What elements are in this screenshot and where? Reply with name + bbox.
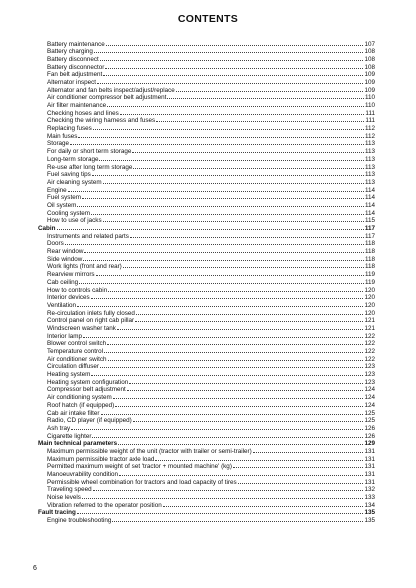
dot-leader [71,423,363,430]
toc-entry [38,385,375,393]
toc-entry-label: Battery disconnector [47,63,105,71]
dot-leader [57,224,364,231]
toc-entry-page: 122 [364,340,375,348]
toc-entry-label: Compressor belt adjustment [47,386,126,394]
dot-leader [78,131,364,138]
toc-entry-label: Blower control switch [47,340,107,348]
toc-entry-page: 117 [364,232,375,240]
toc-entry-label: Battery maintenance [47,40,105,48]
toc-entry-label: For daily or short term storage [47,148,132,156]
toc-entry-label: Fan belt adjustment [47,71,103,79]
toc-entry [38,485,375,493]
toc-entry-page: 108 [364,48,375,56]
toc-entry-page: 131 [364,463,375,471]
toc-entry-page: 124 [364,394,375,402]
dot-leader [103,216,364,223]
toc-entry-page: 124 [364,386,375,394]
toc-entry-label: How to controls cabin [47,286,108,294]
dot-leader [84,247,364,254]
toc-entry-label: Fuel system [47,194,81,202]
toc-entry [38,300,375,308]
toc-entry-page: 126 [364,432,375,440]
toc-entry [38,62,375,70]
toc-entry-page: 113 [364,163,375,171]
dot-leader [77,508,364,515]
dot-leader [91,293,364,300]
toc-entry-label: Storage [47,140,70,148]
dot-leader [155,454,363,461]
toc-entry-page: 134 [364,501,375,509]
dot-leader [100,362,363,369]
toc-entry [38,208,375,216]
toc-entry-label: Main fuses [47,132,78,140]
dot-leader [103,70,363,77]
toc-entry-label: Alternator inspect [47,78,97,86]
toc-entry [38,47,375,55]
dot-leader [133,162,364,169]
toc-entry-label: Noise levels [47,494,81,502]
toc-entry-page: 118 [364,255,375,263]
toc-entry-label: How to use of jacks [47,217,102,225]
toc-entry-label: Manoeuvrability condition [47,471,119,478]
toc-entry [38,347,375,355]
toc-entry-page: 120 [364,294,375,302]
toc-entry-page: 112 [364,125,375,133]
dot-leader [99,154,364,161]
toc-entry [38,400,375,408]
toc-entry-label: Control panel on right cab pillar [47,317,135,325]
toc-entry-label: Air conditioner switch [47,355,107,363]
toc-entry-label: Permissible wheel combination for tractors and load capacity of tires [47,478,237,486]
dot-leader [167,93,364,100]
toc-entry [38,277,375,285]
toc-entry-label: Permitted maximum weight of set 'tractor + mounted machine' (kg) [47,463,232,471]
toc-entry-page: 123 [364,371,375,379]
toc-entry-page: 115 [364,217,375,225]
dot-leader [82,193,364,200]
toc-entry [38,500,375,508]
toc-entry-page: 113 [364,178,375,186]
dot-leader [91,208,364,215]
toc-entry [38,377,375,385]
toc-entry-page: 114 [364,186,375,194]
toc-entry [38,423,375,431]
toc-entry [38,477,375,485]
toc-section-entry [38,224,375,232]
dot-leader [133,416,364,423]
dot-leader [83,331,363,338]
toc-entry-page: 113 [364,148,375,156]
toc-entry-page: 113 [364,171,375,179]
toc-entry-page: 135 [364,509,375,517]
toc-entry-label: Side window [47,255,83,263]
toc-entry-label: Heating system configuration [47,378,129,386]
toc-entry-label: Cooling system [47,209,91,217]
dot-leader [117,323,364,330]
toc-entry-page: 111 [365,109,375,117]
toc-entry [38,408,375,416]
toc-entry-label: Cigarette lighter [47,432,92,440]
toc-entry-label: Cab air intake filter [47,409,100,417]
toc-entry [38,185,375,193]
toc-entry-label: Vibration referred to the operator position [47,501,162,509]
dot-leader [136,308,364,315]
toc-entry [38,200,375,208]
toc-entry-label: Re-use after long term storage [47,163,133,171]
dot-leader [106,39,364,46]
toc-entry [38,262,375,270]
dot-leader [132,147,364,154]
toc-entry-page: 135 [364,517,375,525]
toc-entry-label: Circulation diffuser [47,363,100,371]
toc-entry-page: 119 [364,278,375,286]
toc-entry [38,393,375,401]
toc-entry [38,247,375,255]
toc-section-entry [38,508,375,516]
toc-entry-label: Cab ceiling [47,278,79,286]
toc-entry-page: 113 [364,155,375,163]
toc-entry [38,147,375,155]
dot-leader [163,500,364,507]
toc-entry-label: Interior devices [47,294,90,302]
dot-leader [65,239,364,246]
toc-entry-page: 126 [364,424,375,432]
toc-section-entry [38,439,375,447]
toc-entry-page: 117 [364,225,375,232]
toc-entry-page: 124 [364,401,375,409]
toc-entry-label: Oil system [47,201,77,209]
dot-leader [120,108,365,115]
toc-entry [38,270,375,278]
dot-leader [156,116,364,123]
toc-entry-page: 125 [364,417,375,425]
toc-entry-page: 122 [364,355,375,363]
toc-entry [38,462,375,470]
dot-leader [79,277,364,284]
dot-leader [103,177,364,184]
toc-entry-label: Traveling speed [47,486,92,494]
toc-entry [38,285,375,293]
page-title: CONTENTS [177,13,239,25]
toc-entry-label: Instruments and related parts [47,232,129,240]
toc-entry [38,331,375,339]
toc-entry-label: Interior lamp [47,332,82,340]
toc-entry-label: Engine troubleshooting [47,517,112,525]
dot-leader [130,231,364,238]
toc-entry-label: Fuel saving tips [47,171,91,179]
toc-entry [38,177,375,185]
dot-leader [104,347,363,354]
toc-entry [38,254,375,262]
dot-leader [115,400,363,407]
dot-leader [123,262,364,269]
toc-entry [38,93,375,101]
dot-leader [101,408,364,415]
dot-leader [108,285,363,292]
dot-leader [97,77,363,84]
toc-entry-page: 111 [365,117,375,125]
dot-leader [93,485,364,492]
toc-entry-label: Rearview mirrors [47,271,95,279]
toc-entry-label: Ventilation [47,301,77,309]
dot-leader [113,393,364,400]
dot-leader [77,300,363,307]
dot-leader [82,493,364,500]
toc-entry [38,77,375,85]
toc-entry-label: Long-term storage [47,155,99,163]
toc-entry-page: 120 [364,286,375,294]
toc-entry-page: 121 [364,324,375,332]
toc-entry-page: 121 [364,317,375,325]
toc-entry-label: Checking the wiring harness and fuses [47,117,156,125]
toc-entry-label: Alternator and fan belts inspect/adjust/replace [47,86,175,94]
toc-entry-page: 114 [364,201,375,209]
toc-entry-page: 131 [364,471,375,478]
toc-entry-page: 120 [364,301,375,309]
dot-leader [107,101,364,108]
dot-leader [129,377,363,384]
dot-leader [77,200,364,207]
toc-entry-label: Maximum permissible tractor axle load [47,455,155,463]
toc-entry [38,454,375,462]
toc-entry [38,416,375,424]
toc-entry-page: 118 [364,263,375,271]
dot-leader [92,431,363,438]
toc-entry-page: 131 [364,478,375,486]
dot-leader [70,139,364,146]
toc-entry-label: Checking hoses and lines [47,109,119,117]
toc-entry [38,101,375,109]
toc-entry [38,108,375,116]
toc-entry-page: 110 [364,94,375,102]
toc-entry-label: Maximum permissible weight of the unit (tractor with trailer or semi-trailer) [47,447,252,455]
toc-entry [38,354,375,362]
toc-entry [38,516,375,524]
toc-entry-label: Temperature control [47,348,103,355]
toc-entry-page: 133 [364,494,375,502]
toc-entry [38,131,375,139]
toc-entry [38,216,375,224]
toc-entry-page: 107 [364,40,375,48]
toc-entry-label: Main technical parameters [38,440,118,448]
toc-entry [38,116,375,124]
toc-entry-label: Work lights (front and rear) [47,263,122,271]
page-number: 6 [33,565,37,572]
dot-leader [68,185,364,192]
toc-entry-label: Fault tracing [38,509,76,517]
toc-entry-label: Ash tray [47,424,71,432]
toc-entry-page: 125 [364,409,375,417]
toc-entry [38,323,375,331]
toc-entry-label: Rear window [47,248,84,256]
dot-leader [108,354,364,361]
toc-entry-page: 118 [364,240,375,248]
toc-entry [38,193,375,201]
dot-leader [100,54,364,61]
dot-leader [118,439,363,446]
toc-entry-page: 132 [364,486,375,494]
toc-entry-page: 122 [364,332,375,340]
toc-entry [38,293,375,301]
toc-entry-label: Re-circulation inlets fully closed [47,309,135,317]
toc-entry [38,139,375,147]
toc-entry-page: 114 [364,209,375,217]
toc-entry [38,316,375,324]
dot-leader [94,47,364,54]
toc-entry [38,308,375,316]
toc-entry [38,493,375,501]
toc-entry-page: 109 [364,71,375,79]
table-of-contents [38,39,375,523]
toc-entry [38,124,375,132]
toc-entry-page: 131 [364,447,375,455]
toc-entry-page: 123 [364,378,375,386]
toc-entry-page: 109 [364,78,375,86]
toc-entry-page: 114 [364,194,375,202]
dot-leader [253,446,364,453]
dot-leader [105,62,363,69]
toc-entry [38,362,375,370]
toc-entry-label: Battery disconnect [47,55,99,63]
dot-leader [238,477,364,484]
toc-entry-page: 122 [364,348,375,355]
toc-entry-page: 120 [364,309,375,317]
toc-entry [38,162,375,170]
dot-leader [83,254,364,261]
toc-entry [38,231,375,239]
toc-entry-page: 110 [364,102,375,109]
toc-entry-label: Cabin [38,225,56,232]
toc-entry [38,39,375,47]
toc-entry-label: Roof hatch (if equipped) [47,401,115,409]
toc-entry [38,170,375,178]
toc-entry-page: 108 [364,63,375,71]
toc-entry [38,154,375,162]
toc-entry-label: Heating system [47,371,91,379]
toc-entry [38,370,375,378]
toc-entry-page: 118 [364,248,375,256]
dot-leader [96,270,364,277]
toc-entry-label: Air conditioning system [47,394,112,402]
dot-leader [91,370,363,377]
toc-entry-page: 131 [364,455,375,463]
dot-leader [176,85,364,92]
dot-leader [127,385,364,392]
toc-entry [38,70,375,78]
toc-entry [38,431,375,439]
toc-entry [38,54,375,62]
dot-leader [112,516,363,523]
toc-entry-page: 109 [364,86,375,94]
toc-entry-label: Battery charging [47,48,93,56]
toc-entry-label: Engine [47,186,67,194]
toc-entry-label: Radio, CD player (if equipped) [47,417,132,425]
toc-entry [38,85,375,93]
toc-entry-page: 123 [364,363,375,371]
toc-entry-label: Air conditioner compressor belt adjustment [47,94,167,102]
dot-leader [233,462,364,469]
toc-entry-page: 113 [364,140,375,148]
toc-entry [38,470,375,478]
toc-entry [38,239,375,247]
toc-entry-page: 108 [364,55,375,63]
dot-leader [107,339,363,346]
toc-entry-label: Replacing fuses [47,125,92,133]
toc-entry [38,339,375,347]
toc-entry-page: 129 [364,440,375,448]
toc-entry-label: Air cleaning system [47,178,102,186]
toc-entry-label: Air filter maintenance [47,102,107,109]
toc-entry-page: 112 [364,132,375,140]
dot-leader [135,316,363,323]
toc-entry [38,446,375,454]
dot-leader [92,170,364,177]
dot-leader [119,470,363,477]
toc-entry-label: Windscreen washer tank [47,324,116,332]
toc-entry-page: 119 [364,271,375,279]
toc-entry-label: Doors [47,240,64,248]
dot-leader [93,124,364,131]
